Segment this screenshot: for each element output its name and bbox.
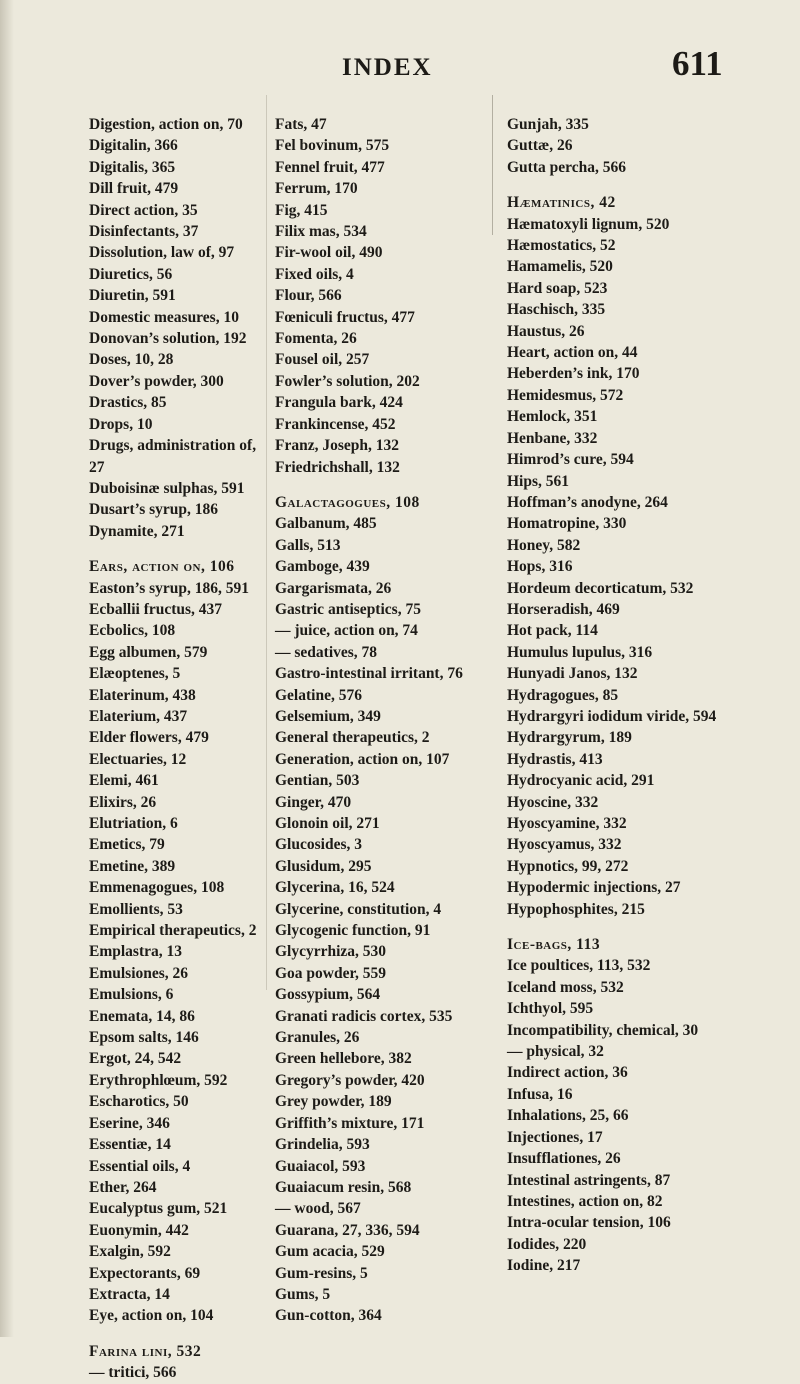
index-entry: Infusa, 16 [507,1085,573,1103]
index-entry: Haschisch, 335 [507,301,606,319]
index-entry: Expectorants, 69 [89,1264,201,1282]
index-entry: Dissolution, law of, 97 [89,244,235,262]
page-title: INDEX [342,54,433,81]
index-entry: Hamamelis, 520 [507,258,613,276]
index-entry: Intestines, action on, 82 [507,1192,663,1210]
index-entry: Fixed oils, 4 [275,265,354,283]
index-entry: Glycogenic function, 91 [275,922,431,940]
index-entry: Ecballii fructus, 437 [89,600,223,618]
index-entry: Hydrargyri iodidum viride, 594 [507,707,717,725]
index-entry: Intestinal astringents, 87 [507,1171,671,1189]
index-entry: Guaiacum resin, 568 [275,1178,412,1196]
index-entry: Ichthyol, 595 [507,1000,594,1018]
page-header [0,44,800,84]
index-entry: Extracta, 14 [89,1285,170,1303]
index-entry: Grey powder, 189 [275,1093,392,1111]
index-column-2 [275,114,487,1327]
index-entry: Frangula bark, 424 [275,394,403,412]
index-entry: Emulsiones, 26 [89,964,189,982]
index-entry: Digestion, action on, 70 [89,116,243,133]
index-entry: Glusidum, 295 [275,857,372,875]
index-entry: Filix mas, 534 [275,223,367,241]
index-section-heading-entry: Hæmatinics, 42 [507,194,616,212]
index-entry: Gastro-intestinal irritant, 76 [275,665,463,683]
index-entry: Ginger, 470 [275,793,352,811]
index-entry: Fomenta, 26 [275,330,357,348]
index-entry: Fœniculi fructus, 477 [275,308,415,326]
index-entry: Ether, 264 [89,1178,157,1196]
index-entry: Henbane, 332 [507,429,598,447]
index-entry: Gentian, 503 [275,772,360,790]
index-entry: Gargarismata, 26 [275,579,392,597]
letter-section-gap [507,920,722,934]
page-edge-shadow [0,0,14,1337]
index-entry: Enemata, 14, 86 [89,1007,195,1025]
index-entry: Empirical therapeutics, 2 [89,922,257,940]
index-section-heading-entry: Farina lini, 532 [89,1342,202,1360]
index-entry: General therapeutics, 2 [275,729,430,747]
index-entry: — tritici, 566 [89,1364,177,1382]
index-entry: Eucalyptus gum, 521 [89,1200,228,1218]
index-entry: Euonymin, 442 [89,1221,189,1239]
page-number: 611 [672,44,723,83]
index-entry: Elder flowers, 479 [89,729,209,747]
index-entry: Emetine, 389 [89,857,176,875]
index-entry: Hypophosphites, 215 [507,900,645,918]
index-entry: Gunjah, 335 [507,116,589,133]
index-entry: Green hellebore, 382 [275,1050,412,1068]
index-entry: Guaiacol, 593 [275,1157,366,1175]
index-entry: Hot pack, 114 [507,622,598,640]
index-entry: Gregory’s powder, 420 [275,1071,425,1089]
index-entry: Hydrastis, 413 [507,750,603,768]
index-entry: Goa powder, 559 [275,964,386,982]
index-entry: Emetics, 79 [89,836,165,854]
index-entry: Glonoin oil, 271 [275,815,380,832]
index-entry: — wood, 567 [275,1200,361,1218]
index-entry: Heberden’s ink, 170 [507,365,640,383]
index-entry: Gum-resins, 5 [275,1264,368,1282]
index-entry: Flour, 566 [275,287,342,305]
index-entry: Himrod’s cure, 594 [507,451,634,469]
letter-section-gap [89,1327,269,1341]
index-entry: Diuretics, 56 [89,265,173,283]
index-entry: Galls, 513 [275,536,341,554]
index-entry: Emollients, 53 [89,900,183,918]
index-entry: Gutta percha, 566 [507,158,626,176]
index-entry: Gum acacia, 529 [275,1243,385,1261]
index-entry: Gelatine, 576 [275,686,362,704]
index-entry: Homatropine, 330 [507,515,627,533]
index-entry: Gums, 5 [275,1285,331,1303]
index-entry: Essential oils, 4 [89,1157,191,1175]
index-entry: Digitalis, 365 [89,158,176,176]
index-entry: Escharotics, 50 [89,1093,189,1111]
index-entry: Ecbolics, 108 [89,622,176,640]
index-entry: Gastric antiseptics, 75 [275,600,421,618]
index-entry: Frankincense, 452 [275,415,396,433]
index-entry: Glycyrrhiza, 530 [275,943,387,961]
index-entry: Elaterinum, 438 [89,686,196,704]
index-entry: Gamboge, 439 [275,558,370,576]
index-entry: Hunyadi Janos, 132 [507,665,638,683]
index-entry: Doses, 10, 28 [89,351,174,369]
index-entry: Elemi, 461 [89,772,159,790]
index-entry: Granati radicis cortex, 535 [275,1007,453,1025]
index-entry: Fig, 415 [275,201,328,219]
index-entry: — juice, action on, 74 [275,622,418,640]
index-entry: Generation, action on, 107 [275,750,450,768]
index-entry: Disinfectants, 37 [89,223,199,241]
index-entry: Inhalations, 25, 66 [507,1107,629,1125]
index-entry: Egg albumen, 579 [89,643,208,661]
index-entry: Honey, 582 [507,536,581,554]
index-entry: Hoffman’s anodyne, 264 [507,493,668,511]
index-entry: Iodides, 220 [507,1235,587,1253]
index-entry: Elaterium, 437 [89,707,188,725]
index-entry: Fir-wool oil, 490 [275,244,383,262]
index-entry: Griffith’s mixture, 171 [275,1114,425,1132]
index-entry: Galbanum, 485 [275,515,377,533]
index-entry: Fel bovinum, 575 [275,137,390,155]
index-entry: Hydragogues, 85 [507,686,619,704]
letter-section-gap [89,542,269,556]
index-entry: Duboisinæ sulphas, 591 [89,479,245,497]
index-entry: Fennel fruit, 477 [275,158,385,176]
index-entry: Drops, 10 [89,415,153,433]
index-entry: Gun-cotton, 364 [275,1307,382,1325]
index-entry: Indirect action, 36 [507,1064,628,1082]
index-entry: Guttæ, 26 [507,137,573,155]
index-entry: Exalgin, 592 [89,1243,171,1261]
index-entry: Hyoscyamine, 332 [507,815,627,832]
index-entry: Ferrum, 170 [275,180,358,198]
index-entry: Glycerina, 16, 524 [275,879,395,897]
index-entry: Dynamite, 271 [89,522,185,540]
index-entry: Hips, 561 [507,472,570,490]
index-entry: Eye, action on, 104 [89,1307,214,1325]
index-entry: — physical, 32 [507,1043,604,1061]
index-entry: Insufflationes, 26 [507,1150,621,1168]
index-entry: Elæoptenes, 5 [89,665,181,683]
letter-section-gap [507,178,722,192]
index-entry: Granules, 26 [275,1029,360,1047]
index-entry: Hypodermic injections, 27 [507,879,681,897]
index-entry: Glycerine, constitution, 4 [275,900,442,918]
index-entry: Hyoscine, 332 [507,793,599,811]
index-entry: Epsom salts, 146 [89,1029,199,1047]
index-entry: Hæmatoxyli lignum, 520 [507,215,670,233]
index-entry: Electuaries, 12 [89,750,187,768]
index-column-1 [89,114,269,1384]
index-entry: Fousel oil, 257 [275,351,370,369]
index-entry: Humulus lupulus, 316 [507,643,653,661]
index-entry: Drastics, 85 [89,394,167,412]
index-entry: Glucosides, 3 [275,836,362,854]
index-entry: Digitalin, 366 [89,137,178,155]
index-entry: Franz, Joseph, 132 [275,437,399,455]
index-entry: Hæmostatics, 52 [507,237,616,255]
index-entry: Ice poultices, 113, 532 [507,957,651,975]
index-entry: Intra-ocular tension, 106 [507,1214,671,1232]
index-entry: Essentiæ, 14 [89,1136,171,1154]
index-entry: Haustus, 26 [507,322,585,340]
index-entry: Grindelia, 593 [275,1136,370,1154]
index-entry: Hemlock, 351 [507,408,598,426]
index-entry: Dover’s powder, 300 [89,372,224,390]
index-entry: Horseradish, 469 [507,600,620,618]
index-entry: Heart, action on, 44 [507,344,638,362]
index-entry: Emmenagogues, 108 [89,879,225,897]
index-entry: Direct action, 35 [89,201,198,219]
index-entry: Drugs, administration of, 27 [89,437,257,476]
index-entry: Diuretin, 591 [89,287,176,305]
index-entry: Emulsions, 6 [89,986,174,1004]
index-entry: Gossypium, 564 [275,986,381,1004]
index-entry: Hydrocyanic acid, 291 [507,772,655,790]
index-entry: Iodine, 217 [507,1257,581,1275]
index-entry: Friedrichshall, 132 [275,458,400,476]
index-entry: Dusart’s syrup, 186 [89,501,219,519]
index-entry: Elixirs, 26 [89,793,157,811]
index-entry: Elutriation, 6 [89,815,178,832]
index-entry: Erythrophlœum, 592 [89,1071,228,1089]
index-column-3 [507,114,722,1277]
index-entry: Eserine, 346 [89,1114,170,1132]
index-entry: — sedatives, 78 [275,643,378,661]
index-entry: Hydrargyrum, 189 [507,729,632,747]
index-entry: Hard soap, 523 [507,279,608,297]
index-entry: Fats, 47 [275,116,327,133]
index-entry: Dill fruit, 479 [89,180,179,198]
index-entry: Hordeum decorticatum, 532 [507,579,694,597]
index-entry: Injectiones, 17 [507,1128,603,1146]
letter-section-gap [275,478,487,492]
index-entry: Ergot, 24, 542 [89,1050,182,1068]
index-entry: Fowler’s solution, 202 [275,372,420,390]
index-entry: Easton’s syrup, 186, 591 [89,579,250,597]
index-entry: Hypnotics, 99, 272 [507,857,629,875]
index-entry: Hyoscyamus, 332 [507,836,622,854]
index-section-heading-entry: Galactagogues, 108 [275,493,420,511]
index-entry: Iceland moss, 532 [507,978,624,996]
index-section-heading-entry: Ice-bags, 113 [507,936,601,954]
index-entry: Domestic measures, 10 [89,308,239,326]
index-entry: Guarana, 27, 336, 594 [275,1221,420,1239]
index-section-heading-entry: Ears, action on, 106 [89,558,235,576]
index-entry: Hops, 316 [507,558,573,576]
index-entry: Gelsemium, 349 [275,707,381,725]
column-divider [492,95,493,235]
index-entry: Donovan’s solution, 192 [89,330,247,348]
index-entry: Incompatibility, chemical, 30 [507,1021,699,1039]
index-entry: Hemidesmus, 572 [507,386,624,404]
index-entry: Emplastra, 13 [89,943,182,961]
